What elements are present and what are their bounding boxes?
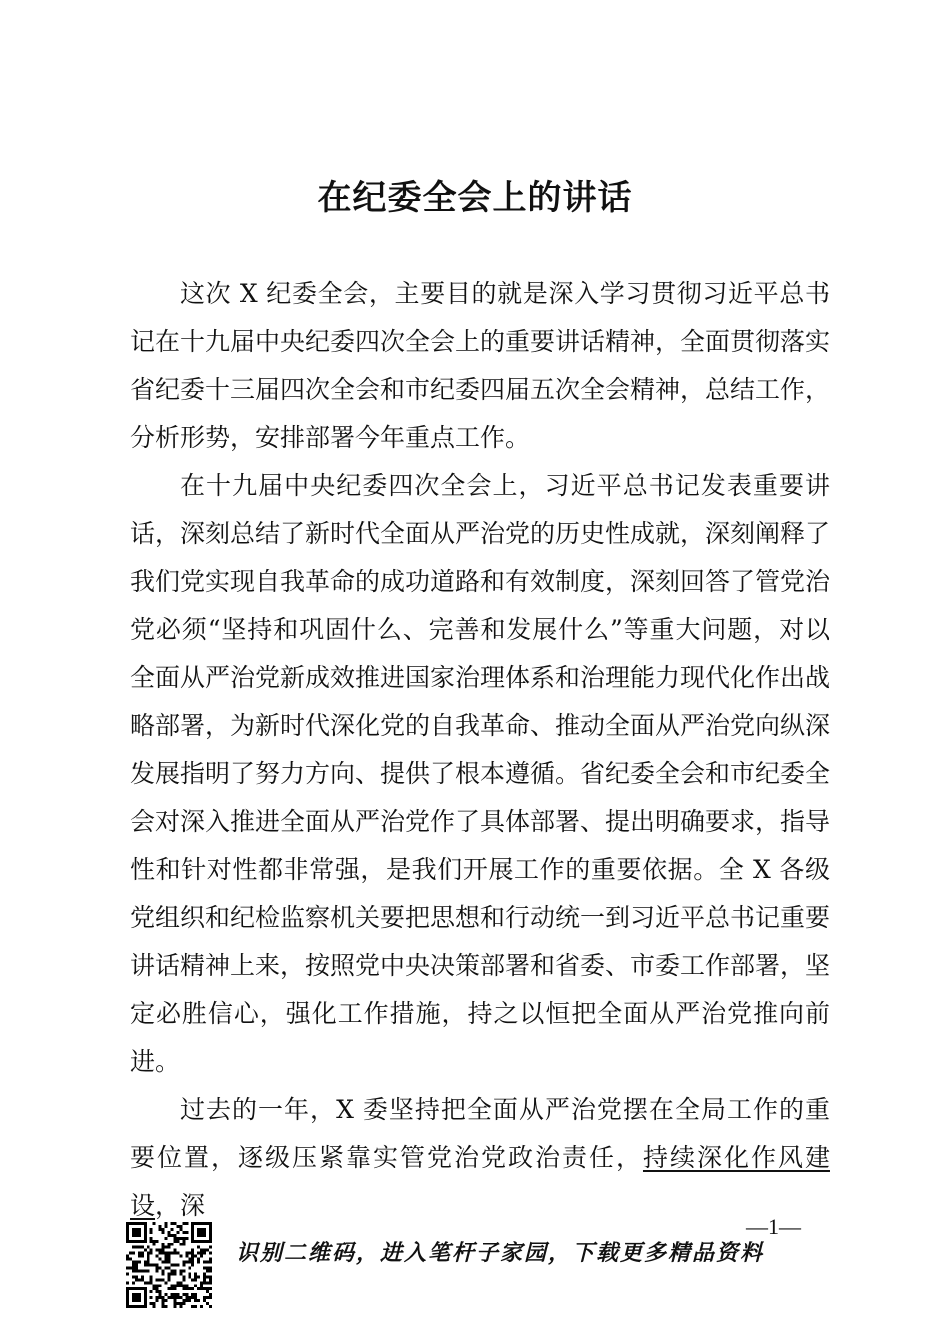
qr-code-icon [126,1222,212,1308]
paragraph-3-start: 过去的一年，X 委坚持把全面从严治党摆在全局工作的重要位置，逐级压紧靠实管党治党政治责任， [130,1095,830,1172]
paragraph-3-end: ，深 [155,1191,206,1220]
paragraph-1: 这次 X 纪委全会，主要目的就是深入学习贯彻习近平总书记在十九届中央纪委四次全会上的重要讲话精神，全面贯彻落实省纪委十三届四次全会和市纪委四届五次全会精神，总结工作，分析形势，安排部署今年重点工作。 [130,279,831,452]
footer-promo-text: 识别二维码，进入笔杆子家园，下载更多精品资料 [236,1241,765,1266]
page-number: —1— [746,1214,801,1239]
document-body [130,270,830,1230]
underlined-phrase: 持续深化作风建设 [130,1143,830,1220]
document-title: 在纪委全会上的讲话 [317,178,633,218]
paragraph-2: 在十九届中央纪委四次全会上，习近平总书记发表重要讲话，深刻总结了新时代全面从严治党的历史性成就，深刻阐释了我们党实现自我革命的成功道路和有效制度，深刻回答了管党治党必须“坚持和巩固什么、完善和发展什么”等重大问题，对以全面从严治党新成效推进国家治理体系和治理能力现代化作出战略部署，为新时代深化党的自我革命、推动全面从严治党向纵深发展指明了努力方向、提供了根本遵循。省纪委全会和市纪委全会对深入推进全面从严治党作了具体部署、提出明确要求，指导性和针对性都非常强，是我们开展工作的重要依据。全 X 各级党组织和纪检监察机关要把思想和行动统一到习近平总书记重要讲话精神上来，按照党中央决策部署和省委、市委工作部署，坚定必胜信心，强化工作措施，持之以恒把全面从严治党推向前进。 [130,471,831,1076]
paragraph-3 [130,1086,830,1230]
